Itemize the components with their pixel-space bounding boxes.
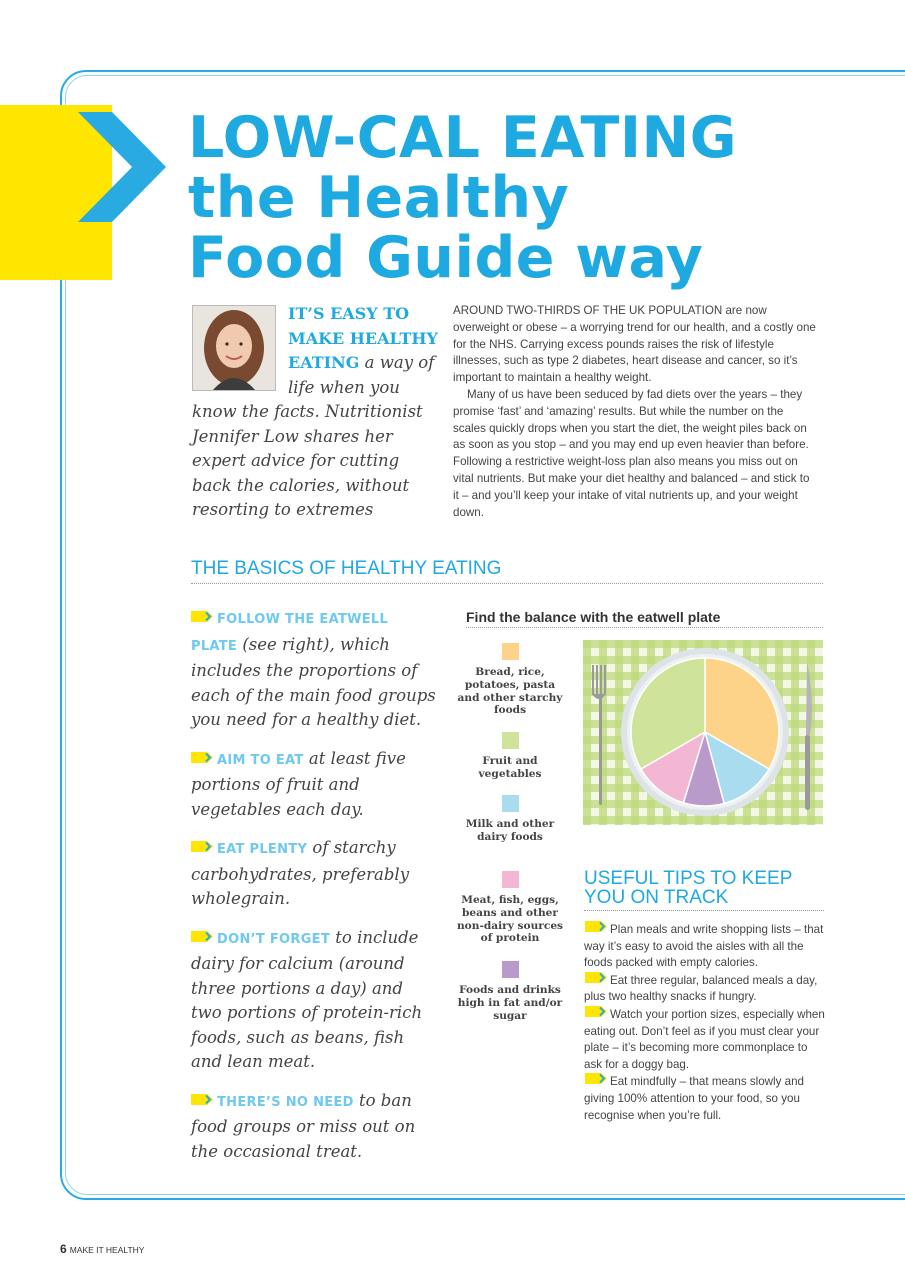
- page-title: [188, 105, 738, 291]
- legend-label: Foods and drinks high in fat and/or sugar: [457, 984, 563, 1022]
- tip-text: to ban food groups or miss out on the occasional treat.: [191, 1090, 416, 1161]
- footer-section: MAKE IT HEALTHY: [69, 1245, 145, 1255]
- arrow-bullet-icon: [584, 1006, 608, 1017]
- tip-text: at least five portions of fruit and vegetables each day.: [191, 748, 406, 819]
- intro-text: a way of life when you know the facts. Nutritionist Jennifer Low shares her expert advice for cutting back the calories, without resorting to extremes: [192, 353, 435, 519]
- title-line-1: LOW-CAL EATING: [188, 105, 738, 171]
- page-number: 6: [60, 1242, 67, 1256]
- useful-tip-text: Watch your portion sizes, especially when eating out. Don’t feel as if you must clear your plate – it’s becoming more commonplace to ask for a doggy bag.: [584, 1007, 825, 1071]
- eatwell-plate-illustration: [583, 640, 823, 825]
- arrow-bullet-icon: [584, 921, 608, 932]
- legend-label: Bread, rice, potatoes, pasta and other starchy foods: [457, 666, 563, 717]
- useful-tip-item: [584, 1073, 826, 1124]
- tip-lead: FOLLOW THE EATWELL PLATE: [191, 612, 389, 654]
- legend-item-starchy: [455, 643, 565, 717]
- tips-list: [191, 606, 436, 1178]
- intro-standfirst: [192, 302, 442, 523]
- legend-swatch: [502, 643, 519, 660]
- tip-item: [191, 1089, 436, 1165]
- body-paragraph-1: AROUND TWO-THIRDS OF THE UK POPULATION are now overweight or obese – a worrying trend for our health, and a costly one for the NHS. Carrying excess pounds raises the risk of lifestyle illnesses, such as type 2 diabetes, heart disease and cancer, so it’s important to maintain a healthy weight.: [453, 304, 816, 385]
- legend-item-fat-sugar: [455, 961, 565, 1022]
- useful-tip-item: [584, 1006, 826, 1073]
- tip-item: [191, 606, 436, 733]
- title-line-2: the Healthy: [188, 165, 570, 231]
- legend-swatch: [502, 732, 519, 749]
- eatwell-title: Find the balance with the eatwell plate: [466, 609, 823, 628]
- useful-tip-text: Plan meals and write shopping lists – that way it’s easy to avoid the aisles with all the foods packed with empty calories.: [584, 923, 824, 970]
- body-paragraph-2: Many of us have been seduced by fad diets over the years – they promise ‘fast’ and ‘amazing’ results. But while the number on the scales quickly drops when you start the diet, the weight piles back on as soon as you stop – and you may end up even heavier than before. Following a restrictive weight-loss plan also means you miss out on vital nutrients. But make your diet healthy and balanced – and stick to it – and you’ll keep your intake of vital nutrients up, and your weight down.: [453, 387, 810, 519]
- arrow-bullet-icon: [584, 1073, 608, 1084]
- arrow-bullet-icon: [191, 752, 213, 763]
- intro-lead: IT’S EASY TO MAKE HEALTHY EATING: [288, 304, 438, 372]
- tip-item: [191, 926, 436, 1075]
- legend-label: Meat, fish, eggs, beans and other non-dairy sources of protein: [456, 894, 564, 945]
- legend-label: Milk and other dairy foods: [465, 818, 555, 843]
- legend-swatch: [502, 961, 519, 978]
- page-footer: [60, 1242, 144, 1256]
- useful-tip-text: Eat mindfully – that means slowly and giving 100% attention to your food, so you recognise when you’re full.: [584, 1075, 804, 1122]
- legend-swatch: [502, 871, 519, 888]
- tip-item: [191, 747, 436, 823]
- tip-item: [191, 836, 436, 912]
- tip-lead: AIM TO EAT: [217, 752, 304, 768]
- legend-label: Fruit and vegetables: [478, 755, 542, 780]
- tip-lead: THERE’S NO NEED: [217, 1094, 354, 1110]
- arrow-bullet-icon: [584, 972, 608, 983]
- tip-lead: EAT PLENTY: [217, 842, 308, 857]
- arrow-bullet-icon: [191, 931, 213, 942]
- tip-text: of starchy carbohydrates, preferably wholegrain.: [191, 838, 410, 908]
- legend-swatch: [502, 795, 519, 812]
- useful-tips-list: [584, 921, 826, 1124]
- arrow-bullet-icon: [191, 1094, 213, 1105]
- useful-tip-item: [584, 921, 826, 972]
- useful-tip-item: [584, 972, 826, 1006]
- section-heading: THE BASICS OF HEALTHY EATING: [191, 558, 823, 584]
- legend-item-dairy: [455, 795, 565, 844]
- useful-tips-heading: USEFUL TIPS TO KEEP YOU ON TRACK: [584, 869, 824, 911]
- tip-lead: DON’T FORGET: [217, 931, 331, 947]
- arrow-bullet-icon: [191, 611, 213, 622]
- tip-text: to include dairy for calcium (around three portions a day) and two portions of protein-rich foods, such as beans, fish and lean meat.: [191, 927, 423, 1071]
- legend-item-protein: [455, 871, 565, 945]
- tip-text: (see right), which includes the proportions of each of the main food groups you need for a healthy diet.: [191, 634, 436, 729]
- title-line-3: Food Guide way: [188, 225, 704, 291]
- arrow-bullet-icon: [191, 841, 213, 852]
- chevron-arrow-icon: [78, 112, 178, 222]
- body-text: [453, 303, 816, 521]
- legend-item-fruit-veg: [455, 732, 565, 781]
- useful-tip-text: Eat three regular, balanced meals a day, plus two healthy snacks if hungry.: [584, 973, 818, 1004]
